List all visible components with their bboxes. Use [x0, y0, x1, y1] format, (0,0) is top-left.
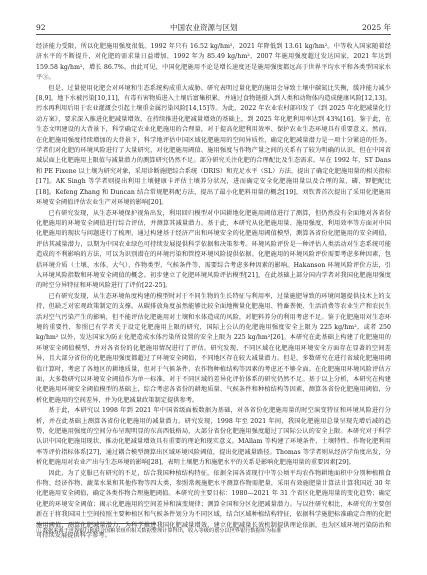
issue-year: 2025 年: [362, 23, 391, 32]
journal-title: 中国农业资源与区划: [170, 23, 238, 32]
paragraph: 经济能力受限，所以化肥施用强度很低。1992 年只有 16.52 kg/hm²，2021 年降低到 13.61 kg/hm²。中等收入国家随着经济水平的不断提升，对化肥的需求量日益增加，1992 年为 85.49 kg/hm²，2007 年施用强度超过发达国家，2021 年达到 159.58 kg/hm²，增长 86.7%。由此可见，中国化肥施用不论是增长速度还是施用强度都远高于世界平均水平和各类型国家水平③。: [36, 43, 391, 82]
page-number: 92: [36, 23, 46, 32]
paragraph: 因此，为了克服已有研究的不足，结合我国种植结构特征，依据全国各省现行中等公顷平均农作物耕地面积中分别种植粮食作物、经济作物、蔬菜水果和其他作物等四大类，参照常规施肥水平测算作物需肥量，采用有效施肥量计算法计算我国近 30 年化肥施用安全阈值，确定各类作物合理施肥阈值。本研究的主要目标：1980—2021 年 31 个省区化肥施用量的变化趋势；确定化肥的环境安全阈值；揭示化肥施用的空间差异和演变规律；测算全国和分区化肥减量潜力。与以往研究相比，本研究的主要创新在于将我国国土空间按照主要种植区和气候条件划分为不同区域，结合区域种植结构特征，依据科学施肥标准确定合理的化肥施用阈值，测算化肥减量潜力，为科学推进我国化肥减量增效、建立化肥减量长效机制提供理论依据，也为区域环境污染防治和可持续发展提供科学参考。: [36, 469, 391, 540]
footnote: ① 数据来源于世界银行和联合国粮农组织相关数据整理计算得出，收入等级的划分以世界银行数据库为标准: [36, 528, 282, 534]
paragraph: 但是，过量使用化肥会对环境和生态系统构成重大威胁。研究表明过量化肥的施用会导致土壤中碳氮比失衡，缓冲能力减少[8,9]，地下水被污染[10,11]，有毒有害物质进入土壤后富集积累，并通过食物链摄入到人类和动物体内造成健康风险[12,13]。污水再利用后用于农业灌溉会引起土壤重金属污染风险[14,15]等。为此，2022 年农业农村部印发了《到 2025 年化肥减量化行动方案》，要求深入推进化肥减量增效，在持续推进化肥减量增效的基础上，到 2025 年化肥利用率达到 43%[16]。鉴于此，在生态文明建设的大背景下，科学确定农业化肥施用的合理量，对于提高化肥利用效率、保护农业生态环境具有重要意义。然而，在化肥施用强度持续增加的大背景下，科学地评估中国区域化肥施用的空间异质性、确定化肥减量潜力是一项十分紧迫的任务。学者们对化肥的环境风险进行了大量研究，对化肥施用阈值、施用强度与作物产量之间的关系有了较为明确的认识，但在中国省域层面上化肥施用上限值与减量潜力的测算研究仍然不足。部分研究关注化肥的合理配比及生态需求。早在 1992 年，ST Dans 和 PE Fixene 以土壤为研究对象，采用诊断施肥综合系统（DRIS）和充足水平（SL）方法，提出了确定化肥施用量的相关指标[17]。AK Singh 等学者则提出利用土壤健康卡评估土壤养分状况，进而确定安全化肥施用量以及合理的氮、磷、钾肥配比[18]。Kefeng Zhang 和 Duncan 结合常规肥料配方法，提出了最小化肥料用量的概念[19]，刘钦普首次提出了采用化肥施用环境安全阈值评估农业生产对环境的影响[20]。: [36, 84, 391, 207]
header-rule: [36, 34, 391, 35]
paragraph: 已有研究发现，从生态环境角度构建的模型时对于不同生物的生长特征与利用率，过量施肥导致的环境问题提供技术上的支持，但缺乏对宏观政策制定的支撑。从碳排放角度虽然能够比较全面地衡量化肥施用、牲畜粪便、生活消费等农业生产和农民生活对空气污染产生的影响，但不能评估化肥施用对土壤和水体造成的风险，对肥料养分的利用考虑不足。鉴于化肥施用对生态环境的重要性，参照已有学者关于设定化肥施用上限的研究，国际上公认的化肥施用强度安全上限为 225 kg/hm²，或者 250 kg/hm² 以外，发达国家为防止化肥造成水体污染所设置的安全上限为 225 kg/hm²[26]。本研究在此基础上构建了化肥施用的环境安全阈值模型，并对各省份的化肥施用情况进行了评估。研究发现，不同区域在化肥施用环境安全方面存在显著的空间差异，且大部分省份的化肥施用强度都超过了环境安全阈值，不同地区存在较大减量潜力。但是，多数研究在进行省域化肥施用阈值计算时，考虑了各地区的耕地质量，但对于气候条件、农作物种植结构等因素的考虑还不够全面。在化肥施用环境风险评估方面，大多数研究以环境安全阈值作为单一标准，对于不同区域的差异化评价体系的研究仍然不足。基于以上分析，本研究在构建化肥施用环境安全阈值模型的基础上，综合考虑各省份的耕地质量、气候条件和种植结构等因素，测算各省份化肥施用阈值，分析化肥施用的空间差异，并为化肥减量政策制定提供参考。: [36, 292, 391, 404]
paragraph: 基于此，本研究以 1998 年到 2021 年中国省级面板数据为基础，对各省份化肥施用量的时空演变特征和环境风险进行分析，并在此基础上测算各省份化肥施用的减量潜力。研究发现，1998 年至 2021 年间，我国化肥施用总量呈现先增后减的趋势，化肥施用强度的空间分布呈现明显的东高西低格局，大部分省份化肥施用强度超过了国际公认的安全上限。本研究对于科学认识中国化肥施用现状、推动化肥减量增效具有重要的理论和现实意义。MAllam 等构建了环境条件、土壤特性、作物化肥利用率等评价指标体系[27]，通过耦合模型测算出区域环境风险阈值，提出化肥减量路径。Thomas 等学者则从经济学角度出发，分析化肥施用对农业产出与生态环境的影响[28]，表明土壤肥力和施肥水平的关系是影响化肥施用量的重要因素[29]。: [36, 407, 391, 467]
paragraph: 已有研究发现，从生态环境保护视角出发，利用回归模型对中国耕地化肥施用阈值进行了测算，但仍然没有全面地对各省份化肥施用的环境安全阈值进行综合评估，并测算其减量潜力。基于此，本研究从化肥施用量、施用强度、利用效率等方面对中国化肥施用的现状与问题进行了梳理，通过构建基于经济产出和环境安全的化肥施用阈值模型，测算各省份化肥施用的安全阈值，评估其减量潜力，以期为中国农业绿色可持续发展提供科学依据和决策参考。环境风险评价是一种评估人类活动对生态系统可能造成的不利影响的方法，可以为识别潜在的环境污染和管控环境风险提供依据。化肥施用的环境风险评价需要考虑多种因素，包括环境介质（土壤、水体、大气）、作物类型、气候条件等，需要综合考虑多种因素的影响。Hakanson 环境风险评价方法，引入环境风险指数和环境安全阈值的概念。初步建立了化肥环境风险评估模型[21]，在此基础上部分国内学者对我国化肥施用强度的时空分异特征和环境风险进行了评价[22-25]。: [36, 209, 391, 290]
footnote-rule: [36, 523, 156, 524]
running-header: [36, 22, 391, 32]
